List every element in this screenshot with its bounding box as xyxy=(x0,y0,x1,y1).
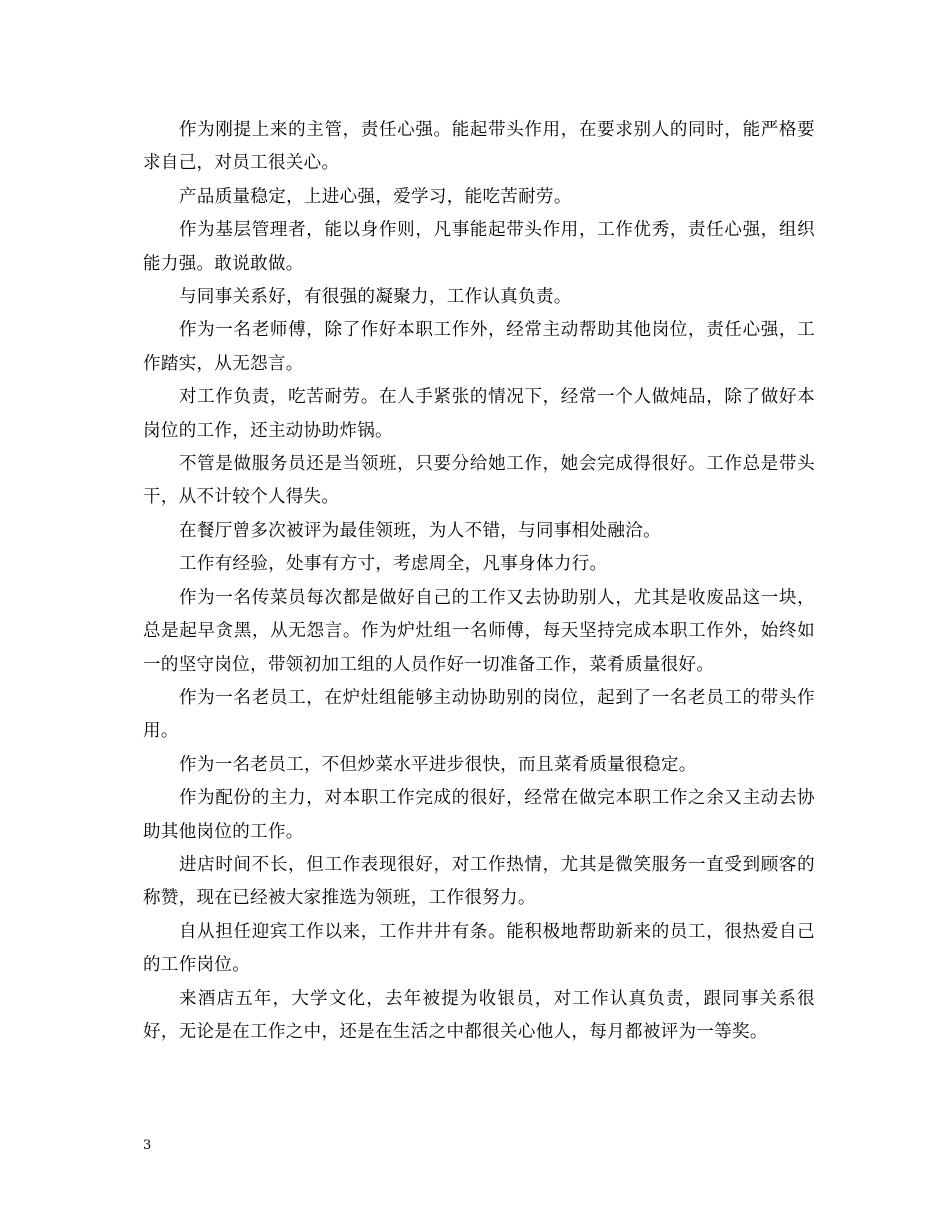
paragraph: 自从担任迎宾工作以来，工作井井有条。能积极地帮助新来的员工，很热爱自己的工作岗位。 xyxy=(143,921,815,976)
paragraph: 作为一名老员工，在炉灶组能够主动协助别的岗位，起到了一名老员工的带头作用。 xyxy=(143,687,815,742)
paragraph: 作为刚提上来的主管，责任心强。能起带头作用，在要求别人的同时，能严格要求自己，对员工很关心。 xyxy=(143,120,815,174)
paragraph: 来酒店五年，大学文化，去年被提为收银员，对工作认真负责，跟同事关系很好，无论是在工作之中，还是在生活之中都很关心他人，每月都被评为一等奖。 xyxy=(143,988,815,1042)
paragraph: 对工作负责，吃苦耐劳。在人手紧张的情况下，经常一个人做炖品，除了做好本岗位的工作，还主动协助炸锅。 xyxy=(143,387,815,441)
page-number: 3 xyxy=(143,1138,152,1153)
paragraph: 在餐厅曾多次被评为最佳领班，为人不错，与同事相处融洽。 xyxy=(179,520,661,541)
paragraph: 与同事关系好，有很强的凝聚力，工作认真负责。 xyxy=(179,287,572,308)
paragraph: 作为一名老师傅，除了作好本职工作外，经常主动帮助其他岗位，责任心强，工作踏实，从无怨言。 xyxy=(143,320,815,374)
document-body xyxy=(143,114,815,1049)
paragraph: 作为一名老员工，不但炒菜水平进步很快，而且菜肴质量很稳定。 xyxy=(179,754,697,775)
paragraph: 进店时间不长，但工作表现很好，对工作热情，尤其是微笑服务一直受到顾客的称赞，现在已经被大家推选为领班，工作很努力。 xyxy=(143,854,815,909)
paragraph: 作为基层管理者，能以身作则，凡事能起带头作用，工作优秀，责任心强，组织能力强。敢说敢做。 xyxy=(143,220,815,274)
paragraph: 作为一名传菜员每次都是做好自己的工作又去协助别人，尤其是收废品这一块，总是起早贪黑，从无怨言。作为炉灶组一名师傅，每天坚持完成本职工作外，始终如一的坚守岗位，带领初加工组的人员作好一切准备工作，菜肴质量很好。 xyxy=(143,587,815,675)
paragraph: 不管是做服务员还是当领班，只要分给她工作，她会完成得很好。工作总是带头干，从不计较个人得失。 xyxy=(143,454,815,508)
paragraph: 工作有经验，处事有方寸，考虑周全，凡事身体力行。 xyxy=(179,554,608,575)
paragraph: 产品质量稳定，上进心强，爱学习，能吃苦耐劳。 xyxy=(179,186,572,207)
paragraph: 作为配份的主力，对本职工作完成的很好，经常在做完本职工作之余又主动去协助其他岗位的工作。 xyxy=(143,788,815,842)
